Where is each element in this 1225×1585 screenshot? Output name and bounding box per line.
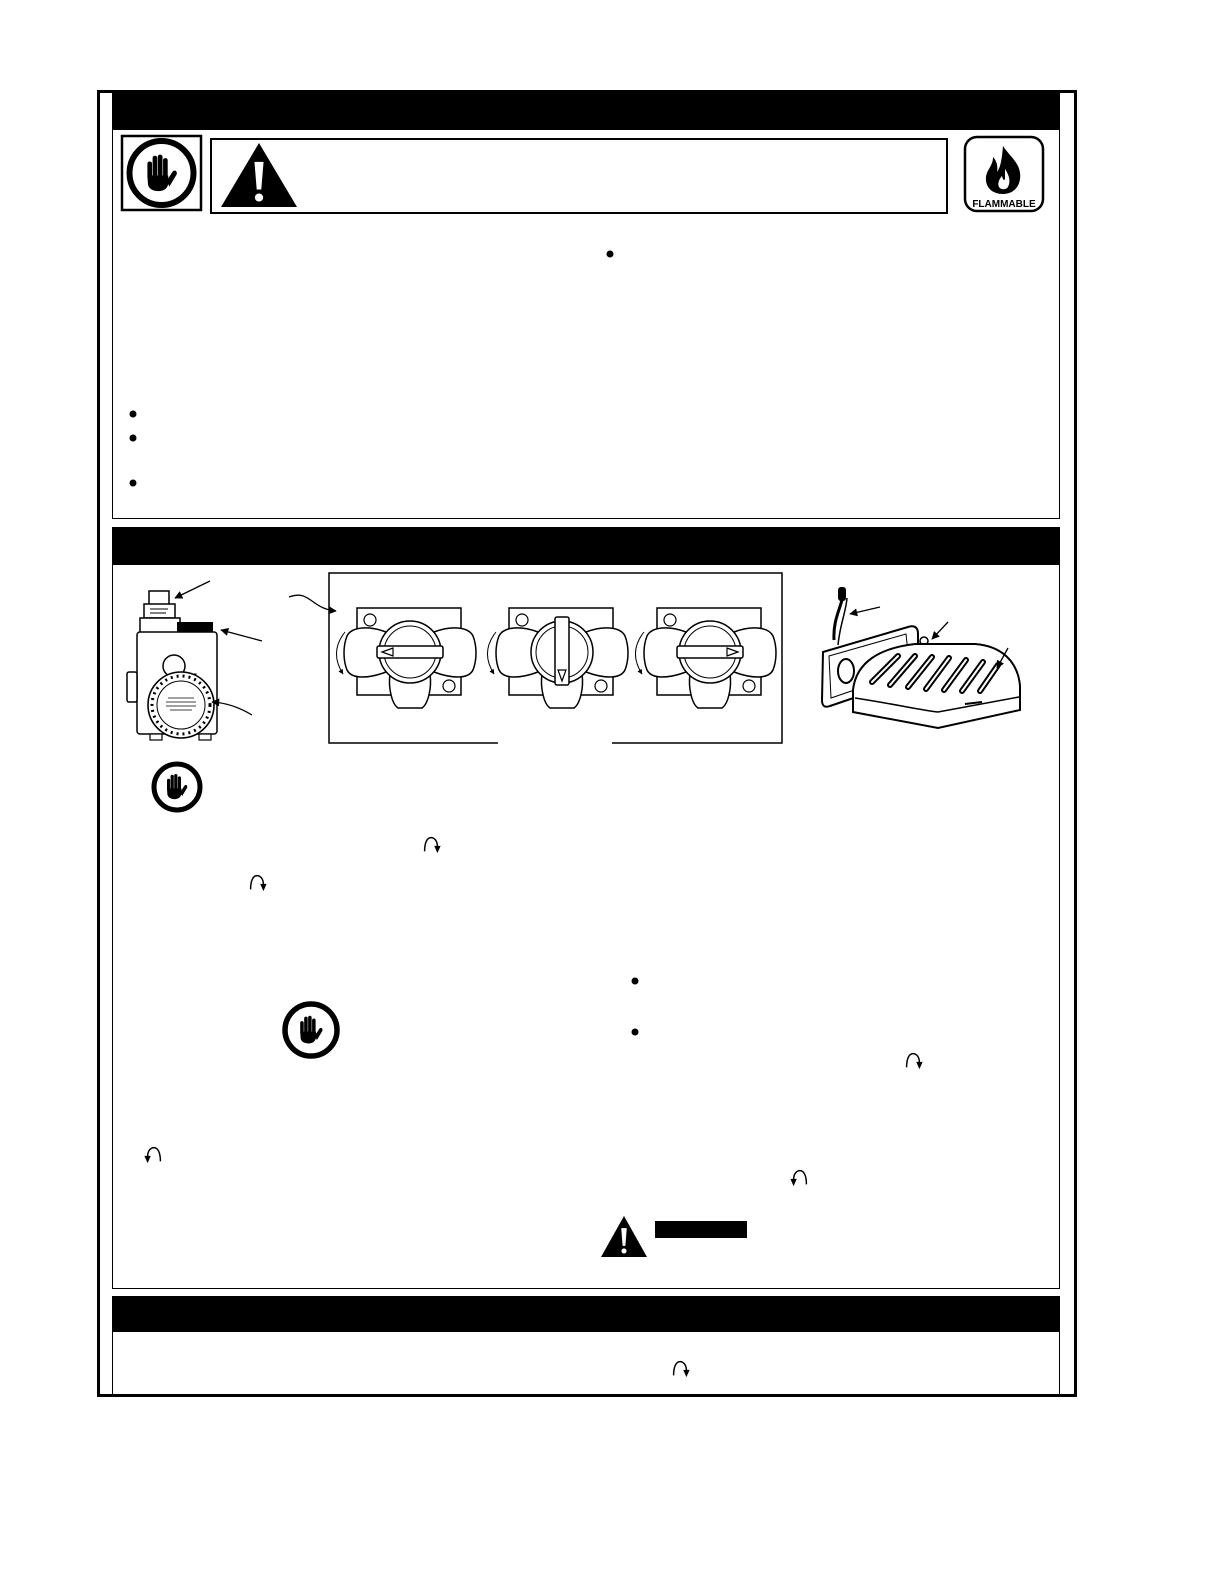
warning-triangle-icon	[601, 1216, 647, 1257]
callout-arrow	[212, 702, 252, 715]
bullet-icon	[607, 251, 614, 258]
bullet-icon	[130, 480, 137, 487]
callout-arrow	[221, 630, 262, 641]
gas-control-knob	[148, 672, 214, 738]
bullet-icon	[130, 435, 137, 442]
knob-position-down	[496, 608, 628, 708]
stop-hand-icon	[122, 136, 201, 210]
gas-control-valve-illustration	[127, 581, 262, 740]
bullet-icon	[632, 978, 639, 985]
warning-triangle-icon	[221, 143, 297, 207]
callout-arrow	[932, 622, 948, 639]
flammable-label: FLAMMABLE	[972, 199, 1036, 210]
control-knob-positions-illustration	[289, 573, 782, 743]
bullet-icon	[130, 411, 137, 418]
counterclockwise-arrow-icon	[144, 1148, 160, 1164]
clockwise-arrow-icon	[674, 1362, 690, 1378]
callout-arrow	[175, 581, 210, 598]
counterclockwise-arrow-icon	[790, 1171, 806, 1187]
rotation-indicator	[487, 632, 496, 674]
flammable-badge	[965, 137, 1043, 211]
callout-arrow	[850, 607, 880, 614]
rotation-indicator	[635, 632, 644, 674]
bullet-icon	[632, 1029, 639, 1036]
clockwise-arrow-icon	[907, 1054, 923, 1070]
stop-hand-icon	[285, 1004, 337, 1056]
warning-signal	[601, 1216, 747, 1257]
signal-word-bar	[655, 1221, 747, 1238]
pilot-burner-illustration	[822, 587, 1020, 728]
warning-banner	[211, 139, 947, 213]
clockwise-arrow-icon	[425, 838, 441, 854]
safety-bullets	[130, 251, 614, 487]
clockwise-arrow-icon	[251, 876, 267, 892]
stop-hand-icon	[154, 764, 200, 810]
knob-position-left	[344, 608, 476, 708]
knob-position-right	[644, 608, 776, 708]
